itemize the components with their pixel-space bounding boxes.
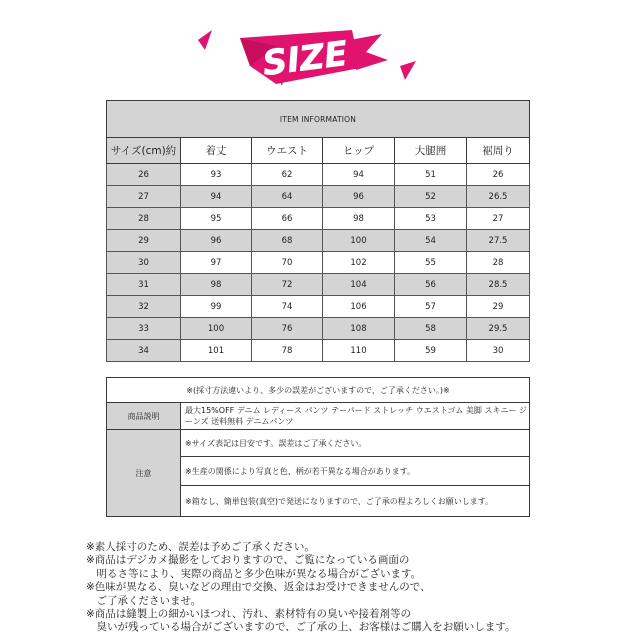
measurement-cell: 100	[323, 230, 395, 252]
measurement-cell: 56	[395, 274, 467, 296]
measurement-cell: 27.5	[467, 230, 530, 252]
product-description-text: 最大15%OFF デニム レディース パンツ テーパード ストレッチ ウエストゴム 美脚 スキニー ジーンズ 送料無料 デニムパンツ	[181, 403, 530, 430]
measurement-cell: 110	[323, 340, 395, 362]
measurement-cell: 93	[181, 164, 252, 186]
size-row	[107, 274, 530, 296]
note-line: ※素人採寸のため、誤差は予めご了承ください。	[86, 541, 315, 553]
size-row	[107, 186, 530, 208]
size-cell: 31	[107, 274, 181, 296]
measurement-cell: 72	[252, 274, 323, 296]
size-row	[107, 164, 530, 186]
measurement-cell: 99	[181, 296, 252, 318]
product-description-label: 商品説明	[107, 403, 181, 430]
size-banner	[0, 0, 640, 100]
measurement-cell: 100	[181, 318, 252, 340]
measurement-cell: 108	[323, 318, 395, 340]
measurement-cell: 55	[395, 252, 467, 274]
size-row	[107, 296, 530, 318]
measurement-cell: 30	[467, 340, 530, 362]
caution-item: ※サイズ表記は目安です。誤差はご了承ください。	[181, 430, 530, 457]
size-cell: 26	[107, 164, 181, 186]
measurement-cell: 57	[395, 296, 467, 318]
measurement-cell: 94	[181, 186, 252, 208]
size-row	[107, 252, 530, 274]
column-header: 大腿囲	[395, 138, 467, 164]
measurement-cell: 51	[395, 164, 467, 186]
column-header: 裾周り	[467, 138, 530, 164]
column-header: 着丈	[181, 138, 252, 164]
measurement-cell: 28.5	[467, 274, 530, 296]
note-line: 明るさ等により、実際の商品と多少色味が異なる場合がございます。	[86, 567, 422, 580]
column-header: ヒップ	[323, 138, 395, 164]
column-header: サイズ(cm)約	[107, 138, 181, 164]
size-row	[107, 230, 530, 252]
measurement-cell: 29	[467, 296, 530, 318]
measurement-cell: 96	[181, 230, 252, 252]
measurement-cell: 26	[467, 164, 530, 186]
measurement-cell: 101	[181, 340, 252, 362]
size-row	[107, 340, 530, 362]
details-table	[106, 377, 530, 517]
measurement-cell: 106	[323, 296, 395, 318]
measurement-cell: 95	[181, 208, 252, 230]
size-cell: 29	[107, 230, 181, 252]
measurement-cell: 29.5	[467, 318, 530, 340]
measurement-cell: 102	[323, 252, 395, 274]
caution-label: 注意	[107, 430, 181, 517]
measurement-cell: 98	[181, 274, 252, 296]
column-header-row	[107, 138, 530, 164]
measurement-cell: 78	[252, 340, 323, 362]
measurement-cell: 54	[395, 230, 467, 252]
measurement-cell: 98	[323, 208, 395, 230]
note-line: ※商品は縫製上の細かいほつれ、汚れ、素材特有の臭いや接着剤等の	[86, 608, 412, 621]
size-table	[106, 100, 530, 362]
banner-title: SIZE	[260, 33, 350, 85]
measurement-cell: 58	[395, 318, 467, 340]
size-cell: 34	[107, 340, 181, 362]
measurement-cell: 27	[467, 208, 530, 230]
caution-item: ※箱なし、簡単包装(真空)で発送になりますので、ご了承の程よろしくお願いします。	[181, 486, 530, 517]
measurement-cell: 97	[181, 252, 252, 274]
size-row	[107, 208, 530, 230]
note-line: ご了承くださいませ。	[86, 594, 202, 607]
size-cell: 32	[107, 296, 181, 318]
measurement-cell: 53	[395, 208, 467, 230]
measurement-cell: 74	[252, 296, 323, 318]
size-cell: 27	[107, 186, 181, 208]
measurement-note: ※(採寸方法違いより、多少の誤差がございますので、ご了承ください。)※	[107, 378, 530, 403]
caution-item: ※生産の関係により写真と色、柄が若干異なる場合があります。	[181, 457, 530, 486]
measurement-cell: 68	[252, 230, 323, 252]
measurement-cell: 64	[252, 186, 323, 208]
column-header: ウエスト	[252, 138, 323, 164]
measurement-cell: 70	[252, 252, 323, 274]
size-cell: 28	[107, 208, 181, 230]
measurement-cell: 28	[467, 252, 530, 274]
triangle-left-decoration	[198, 30, 212, 50]
item-information-header: ITEM INFORMATION	[107, 101, 530, 138]
note-line: ※商品はデジカメ撮影をしておりますので、ご覧になっている画面の	[86, 554, 410, 567]
size-cell: 33	[107, 318, 181, 340]
note-line: ※色味が異なる、臭いなどの理由で交換、返金はお受けできませんので、	[86, 581, 431, 594]
measurement-cell: 96	[323, 186, 395, 208]
size-cell: 30	[107, 252, 181, 274]
notes-section	[86, 541, 536, 635]
measurement-cell: 26.5	[467, 186, 530, 208]
measurement-cell: 62	[252, 164, 323, 186]
measurement-cell: 76	[252, 318, 323, 340]
triangle-right-decoration	[400, 61, 416, 80]
measurement-cell: 52	[395, 186, 467, 208]
measurement-cell: 59	[395, 340, 467, 362]
note-line: 臭いが残っている場合がございますので、ご了承の上、お客様はご購入をお願いします。	[86, 621, 516, 634]
size-row	[107, 318, 530, 340]
measurement-cell: 94	[323, 164, 395, 186]
measurement-cell: 66	[252, 208, 323, 230]
measurement-cell: 104	[323, 274, 395, 296]
